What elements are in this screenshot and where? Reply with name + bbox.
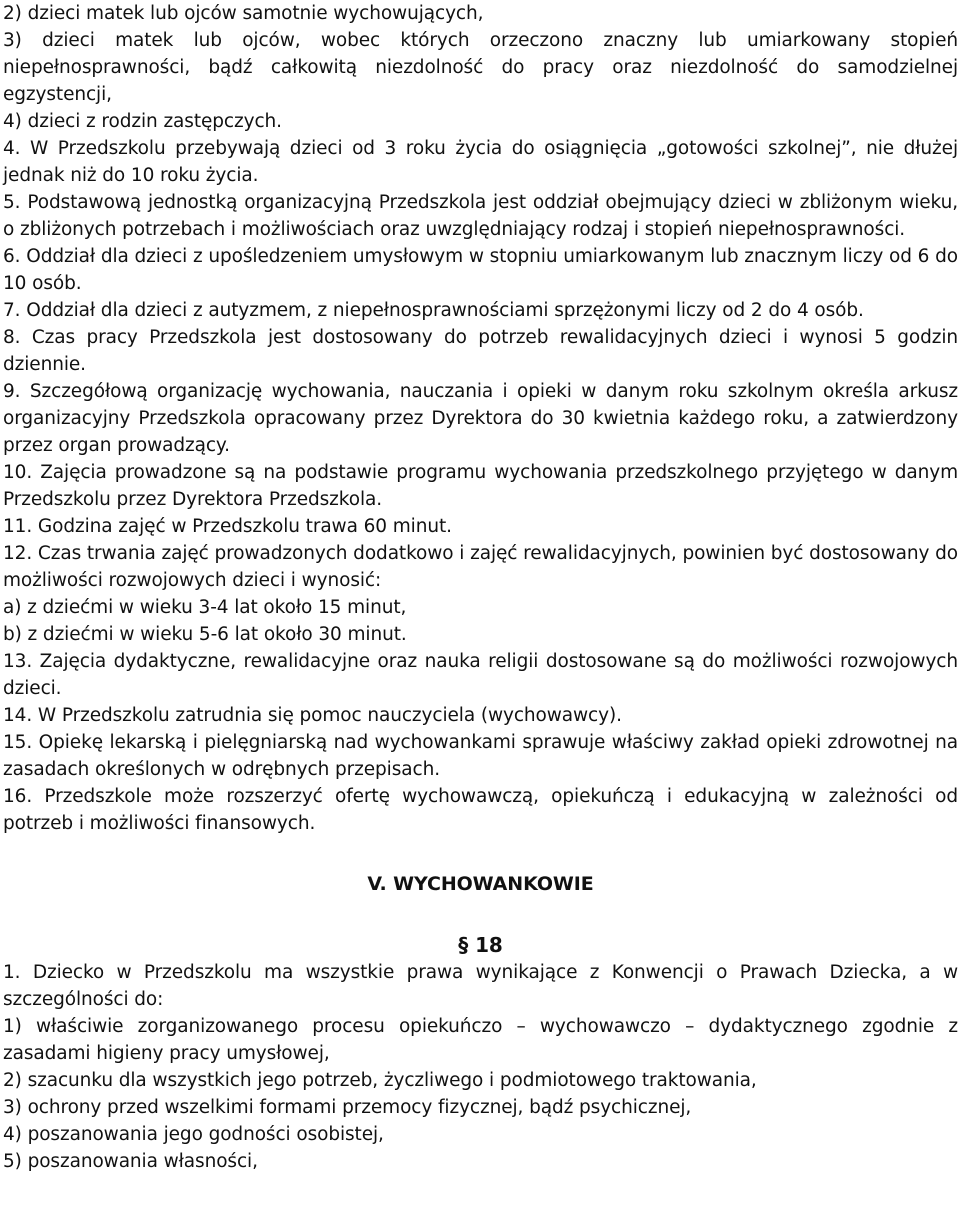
numbered-paragraph: 4. W Przedszkolu przebywają dzieci od 3 roku życia do osiągnięcia „gotowości szkolnej”, nie dłużej jednak niż do 10 roku życia. <box>3 138 958 186</box>
numbered-paragraph: 9. Szczegółową organizację wychowania, nauczania i opieki w danym roku szkolnym określa arkusz organizacyjny Przedszkola opracowany przez Dyrektora do 30 kwietnia każdego roku, a zatwierdzony przez organ prowadzący. <box>3 381 958 456</box>
numbered-paragraph: 11. Godzina zajęć w Przedszkolu trawa 60 minut. <box>3 516 452 537</box>
list-item: 3) dzieci matek lub ojców, wobec których orzeczono znaczny lub umiarkowany stopień niepełnosprawności, bądź całkowitą niezdolność do pracy oraz niezdolność do samodzielnej egzystencji, <box>3 30 958 105</box>
numbered-paragraph: 16. Przedszkole może rozszerzyć ofertę wychowawczą, opiekuńczą i edukacyjną w zależności od potrzeb i możliwości finansowych. <box>3 786 958 834</box>
document-page <box>3 0 958 1175</box>
numbered-paragraph: 13. Zajęcia dydaktyczne, rewalidacyjne oraz nauka religii dostosowane są do możliwości rozwojowych dzieci. <box>3 651 958 699</box>
list-item: b) z dziećmi w wieku 5-6 lat około 30 minut. <box>3 624 407 645</box>
list-item: a) z dziećmi w wieku 3-4 lat około 15 minut, <box>3 597 407 618</box>
numbered-paragraph: 12. Czas trwania zajęć prowadzonych dodatkowo i zajęć rewalidacyjnych, powinien być dostosowany do możliwości rozwojowych dzieci i wynosić: <box>3 543 958 591</box>
list-item: 1) właściwie zorganizowanego procesu opiekuńczo – wychowawczo – dydaktycznego zgodnie z zasadami higieny pracy umysłowej, <box>3 1016 958 1064</box>
list-item: 4) dzieci z rodzin zastępczych. <box>3 111 282 132</box>
numbered-paragraph: 6. Oddział dla dzieci z upośledzeniem umysłowym w stopniu umiarkowanym lub znacznym liczy od 6 do 10 osób. <box>3 246 958 294</box>
list-item: 3) ochrony przed wszelkimi formami przemocy fizycznej, bądź psychicznej, <box>3 1097 692 1118</box>
list-item: 2) dzieci matek lub ojców samotnie wychowujących, <box>3 3 484 24</box>
paragraph-symbol: § <box>458 933 469 957</box>
list-item: 5) poszanowania własności, <box>3 1151 258 1172</box>
paragraph-number: 18 <box>475 933 503 957</box>
paragraph-heading <box>3 932 958 959</box>
list-item: 4) poszanowania jego godności osobistej, <box>3 1124 384 1145</box>
section-heading: V. WYCHOWANKOWIE <box>367 873 594 895</box>
numbered-paragraph: 1. Dziecko w Przedszkolu ma wszystkie prawa wynikające z Konwencji o Prawach Dziecka, a w szczególności do: <box>3 962 958 1010</box>
numbered-paragraph: 7. Oddział dla dzieci z autyzmem, z niepełnosprawnościami sprzężonymi liczy od 2 do 4 osób. <box>3 300 864 321</box>
numbered-paragraph: 10. Zajęcia prowadzone są na podstawie programu wychowania przedszkolnego przyjętego w danym Przedszkolu przez Dyrektora Przedszkola. <box>3 462 958 510</box>
numbered-paragraph: 8. Czas pracy Przedszkola jest dostosowany do potrzeb rewalidacyjnych dzieci i wynosi 5 godzin dziennie. <box>3 327 958 375</box>
numbered-paragraph: 15. Opiekę lekarską i pielęgniarską nad wychowankami sprawuje właściwy zakład opieki zdrowotnej na zasadach określonych w odrębnych przepisach. <box>3 732 958 780</box>
numbered-paragraph: 14. W Przedszkolu zatrudnia się pomoc nauczyciela (wychowawcy). <box>3 705 622 726</box>
numbered-paragraph: 5. Podstawową jednostką organizacyjną Przedszkola jest oddział obejmujący dzieci w zbliżonym wieku, o zbliżonych potrzebach i możliwościach oraz uwzględniający rodzaj i stopień niepełnosprawności. <box>3 192 958 240</box>
list-item: 2) szacunku dla wszystkich jego potrzeb, życzliwego i podmiotowego traktowania, <box>3 1070 757 1091</box>
